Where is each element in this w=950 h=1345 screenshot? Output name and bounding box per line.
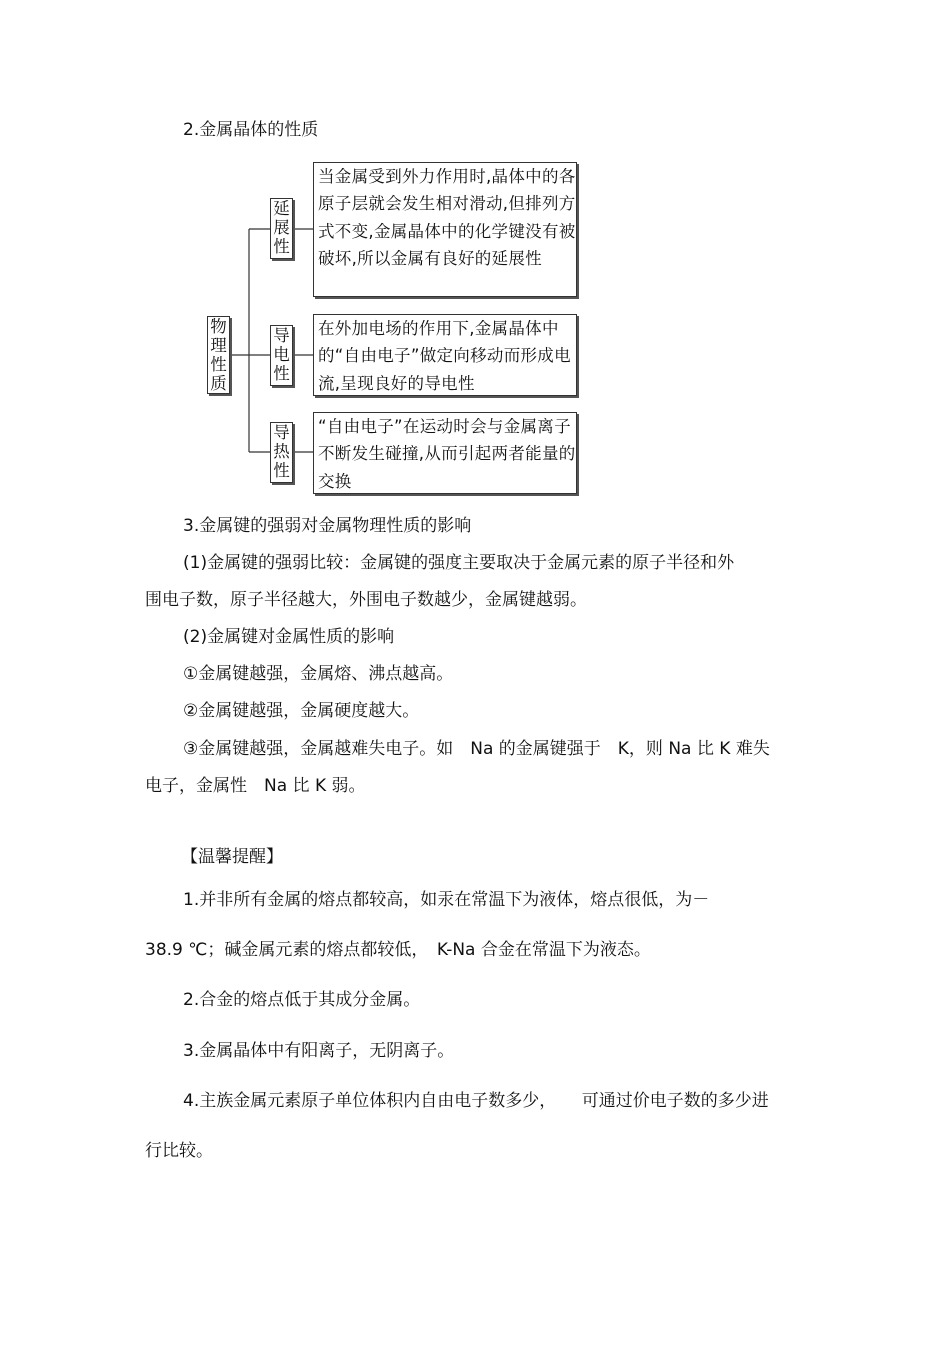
branch-text-thermal-conductivity: “自由电子”在运动时会与金属离子不断发生碰撞,从而引起两者能量的交换 bbox=[318, 417, 576, 491]
list-item-electron-loss-line2: 电子，金属性 Na 比 K 弱。 bbox=[145, 776, 366, 796]
tip-3: 3.金属晶体中有阳离子，无阴离子。 bbox=[183, 1041, 455, 1061]
tip-title: 【温馨提醒】 bbox=[181, 847, 283, 867]
list-item-electron-loss-line1: ③金属键越强，金属越难失电子。如 Na 的金属键强于 K，则 Na 比 K 难失 bbox=[183, 739, 770, 759]
branch-label-char: 导 bbox=[273, 423, 290, 442]
branch-label-char: 性 bbox=[273, 237, 290, 256]
branch-text-ductility: 当金属受到外力作用时,晶体中的各原子层就会发生相对滑动,但排列方式不变,金属晶体中的化学键没有被破坏,所以金属有良好的延展性 bbox=[318, 167, 576, 268]
paragraph-bond-strength-line2: 围电子数，原子半径越大，外围电子数越少，金属键越弱。 bbox=[145, 590, 587, 610]
tip-2: 2.合金的熔点低于其成分金属。 bbox=[183, 990, 421, 1010]
branch-label-char: 性 bbox=[273, 364, 290, 383]
tip-4-line1: 4.主族金属元素原子单位体积内自由电子数多少， 可通过价电子数的多少进 bbox=[183, 1091, 769, 1111]
branch-label-ductility bbox=[270, 198, 293, 259]
diagram-connector-lines bbox=[0, 0, 950, 600]
branch-label-char: 电 bbox=[273, 345, 290, 364]
tip-1-line2: 38.9 ℃；碱金属元素的熔点都较低， K-Na 合金在常温下为液态。 bbox=[145, 940, 651, 960]
branch-box-electrical-conductivity bbox=[313, 314, 577, 396]
tip-4-line2: 行比较。 bbox=[145, 1141, 213, 1161]
paragraph-bond-effect-heading: (2)金属键对金属性质的影响 bbox=[183, 627, 395, 647]
root-label-char: 物 bbox=[210, 317, 227, 336]
branch-box-thermal-conductivity bbox=[313, 412, 577, 494]
branch-label-char: 导 bbox=[273, 326, 290, 345]
paragraph-bond-strength-line1: (1)金属键的强弱比较：金属键的强度主要取决于金属元素的原子半径和外 bbox=[183, 553, 735, 573]
section-heading-3: 3.金属键的强弱对金属物理性质的影响 bbox=[183, 516, 472, 536]
root-label-char: 质 bbox=[210, 374, 227, 393]
root-label-char: 理 bbox=[210, 336, 227, 355]
branch-label-char: 延 bbox=[273, 199, 290, 218]
branch-text-electrical-conductivity: 在外加电场的作用下,金属晶体中的“自由电子”做定向移动而形成电流,呈现良好的导电性 bbox=[318, 319, 571, 393]
branch-label-char: 热 bbox=[273, 442, 290, 461]
root-label-char: 性 bbox=[210, 355, 227, 374]
branch-label-char: 性 bbox=[273, 461, 290, 480]
branch-label-electrical-conductivity bbox=[270, 325, 293, 386]
root-label-physical-properties bbox=[207, 316, 230, 394]
branch-label-char: 展 bbox=[273, 218, 290, 237]
branch-box-ductility bbox=[313, 162, 577, 297]
branch-label-thermal-conductivity bbox=[270, 422, 293, 483]
list-item-melting-point: ①金属键越强，金属熔、沸点越高。 bbox=[183, 664, 454, 684]
section-heading-2: 2.金属晶体的性质 bbox=[183, 120, 319, 140]
tip-1-line1: 1.并非所有金属的熔点都较高，如汞在常温下为液体，熔点很低，为－ bbox=[183, 890, 710, 910]
list-item-hardness: ②金属键越强，金属硬度越大。 bbox=[183, 701, 420, 721]
